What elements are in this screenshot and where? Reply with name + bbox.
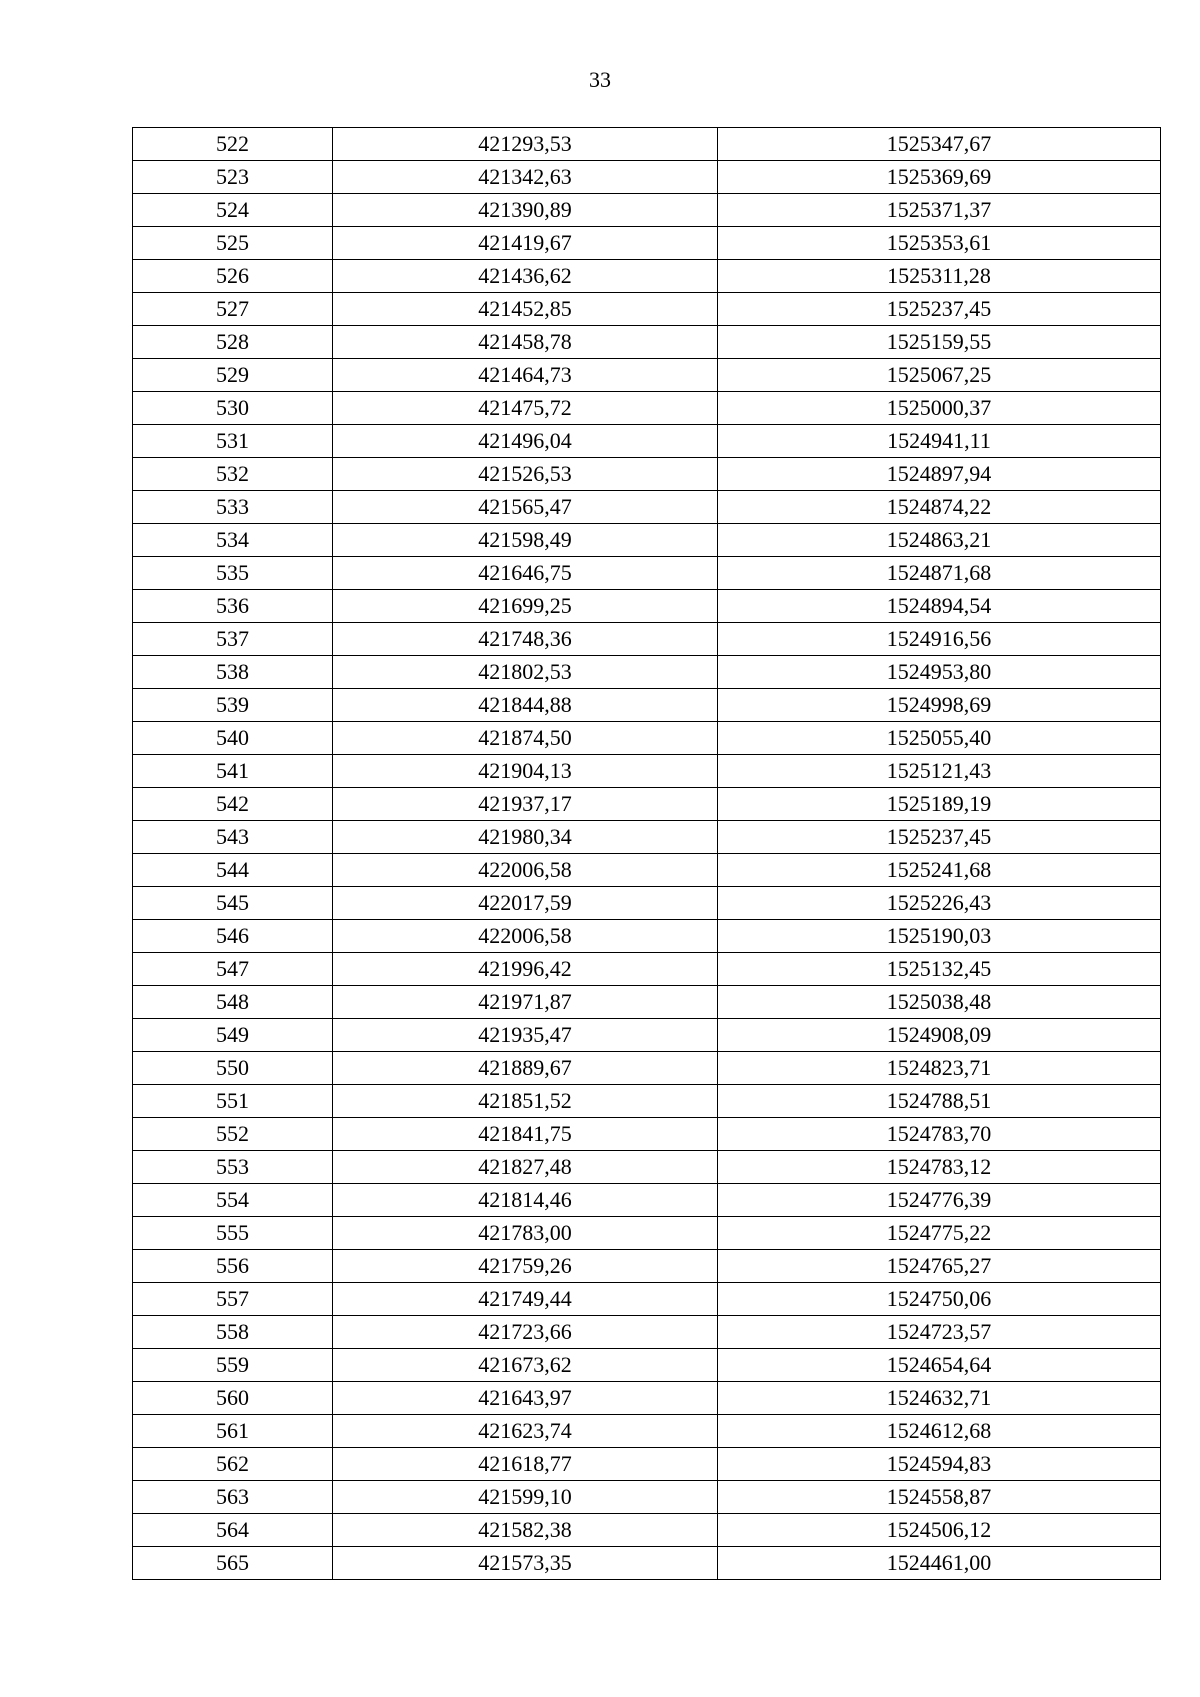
table-row (133, 1547, 1161, 1580)
y-coordinate-cell: 1524594,83 (718, 1448, 1161, 1481)
point-number-cell: 553 (133, 1151, 333, 1184)
table-row (133, 1184, 1161, 1217)
y-coordinate-cell: 1524461,00 (718, 1547, 1161, 1580)
point-number-cell: 536 (133, 590, 333, 623)
x-coordinate-cell: 421937,17 (333, 788, 718, 821)
y-coordinate-cell: 1524783,70 (718, 1118, 1161, 1151)
point-number-cell: 527 (133, 293, 333, 326)
y-coordinate-cell: 1524654,64 (718, 1349, 1161, 1382)
point-number-cell: 560 (133, 1382, 333, 1415)
table-row (133, 326, 1161, 359)
point-number-cell: 541 (133, 755, 333, 788)
table-row (133, 887, 1161, 920)
y-coordinate-cell: 1524953,80 (718, 656, 1161, 689)
y-coordinate-cell: 1525132,45 (718, 953, 1161, 986)
point-number-cell: 544 (133, 854, 333, 887)
x-coordinate-cell: 421458,78 (333, 326, 718, 359)
y-coordinate-cell: 1524874,22 (718, 491, 1161, 524)
y-coordinate-cell: 1524776,39 (718, 1184, 1161, 1217)
y-coordinate-cell: 1524894,54 (718, 590, 1161, 623)
point-number-cell: 563 (133, 1481, 333, 1514)
y-coordinate-cell: 1524750,06 (718, 1283, 1161, 1316)
y-coordinate-cell: 1524558,87 (718, 1481, 1161, 1514)
x-coordinate-cell: 421475,72 (333, 392, 718, 425)
table-row (133, 260, 1161, 293)
point-number-cell: 539 (133, 689, 333, 722)
point-number-cell: 550 (133, 1052, 333, 1085)
coordinates-table-body (133, 128, 1161, 1580)
y-coordinate-cell: 1525055,40 (718, 722, 1161, 755)
x-coordinate-cell: 421436,62 (333, 260, 718, 293)
table-row (133, 722, 1161, 755)
point-number-cell: 549 (133, 1019, 333, 1052)
point-number-cell: 526 (133, 260, 333, 293)
table-row (133, 128, 1161, 161)
point-number-cell: 562 (133, 1448, 333, 1481)
point-number-cell: 532 (133, 458, 333, 491)
x-coordinate-cell: 421526,53 (333, 458, 718, 491)
table-row (133, 1019, 1161, 1052)
y-coordinate-cell: 1524506,12 (718, 1514, 1161, 1547)
y-coordinate-cell: 1524788,51 (718, 1085, 1161, 1118)
y-coordinate-cell: 1525190,03 (718, 920, 1161, 953)
x-coordinate-cell: 421749,44 (333, 1283, 718, 1316)
table-row (133, 590, 1161, 623)
x-coordinate-cell: 421748,36 (333, 623, 718, 656)
x-coordinate-cell: 421904,13 (333, 755, 718, 788)
x-coordinate-cell: 421996,42 (333, 953, 718, 986)
point-number-cell: 559 (133, 1349, 333, 1382)
table-row (133, 293, 1161, 326)
table-row (133, 1085, 1161, 1118)
point-number-cell: 524 (133, 194, 333, 227)
page-number: 33 (589, 67, 611, 92)
point-number-cell: 531 (133, 425, 333, 458)
y-coordinate-cell: 1524632,71 (718, 1382, 1161, 1415)
point-number-cell: 535 (133, 557, 333, 590)
point-number-cell: 558 (133, 1316, 333, 1349)
table-row (133, 1514, 1161, 1547)
point-number-cell: 533 (133, 491, 333, 524)
table-row (133, 1217, 1161, 1250)
x-coordinate-cell: 421464,73 (333, 359, 718, 392)
point-number-cell: 561 (133, 1415, 333, 1448)
point-number-cell: 545 (133, 887, 333, 920)
y-coordinate-cell: 1524916,56 (718, 623, 1161, 656)
table-row (133, 788, 1161, 821)
point-number-cell: 534 (133, 524, 333, 557)
point-number-cell: 546 (133, 920, 333, 953)
table-row (133, 953, 1161, 986)
y-coordinate-cell: 1524871,68 (718, 557, 1161, 590)
point-number-cell: 552 (133, 1118, 333, 1151)
point-number-cell: 551 (133, 1085, 333, 1118)
point-number-cell: 529 (133, 359, 333, 392)
table-row (133, 425, 1161, 458)
point-number-cell: 554 (133, 1184, 333, 1217)
point-number-cell: 528 (133, 326, 333, 359)
x-coordinate-cell: 421814,46 (333, 1184, 718, 1217)
x-coordinate-cell: 421802,53 (333, 656, 718, 689)
x-coordinate-cell: 421599,10 (333, 1481, 718, 1514)
table-row (133, 1481, 1161, 1514)
table-row (133, 1415, 1161, 1448)
x-coordinate-cell: 422006,58 (333, 920, 718, 953)
point-number-cell: 522 (133, 128, 333, 161)
point-number-cell: 530 (133, 392, 333, 425)
point-number-cell: 557 (133, 1283, 333, 1316)
x-coordinate-cell: 421844,88 (333, 689, 718, 722)
x-coordinate-cell: 421496,04 (333, 425, 718, 458)
x-coordinate-cell: 421783,00 (333, 1217, 718, 1250)
table-row (133, 623, 1161, 656)
y-coordinate-cell: 1525121,43 (718, 755, 1161, 788)
table-row (133, 755, 1161, 788)
x-coordinate-cell: 421643,97 (333, 1382, 718, 1415)
point-number-cell: 564 (133, 1514, 333, 1547)
x-coordinate-cell: 421759,26 (333, 1250, 718, 1283)
x-coordinate-cell: 421874,50 (333, 722, 718, 755)
y-coordinate-cell: 1525067,25 (718, 359, 1161, 392)
x-coordinate-cell: 421582,38 (333, 1514, 718, 1547)
y-coordinate-cell: 1525189,19 (718, 788, 1161, 821)
x-coordinate-cell: 421699,25 (333, 590, 718, 623)
x-coordinate-cell: 421419,67 (333, 227, 718, 260)
y-coordinate-cell: 1524908,09 (718, 1019, 1161, 1052)
point-number-cell: 538 (133, 656, 333, 689)
y-coordinate-cell: 1524863,21 (718, 524, 1161, 557)
y-coordinate-cell: 1524823,71 (718, 1052, 1161, 1085)
x-coordinate-cell: 421565,47 (333, 491, 718, 524)
x-coordinate-cell: 421342,63 (333, 161, 718, 194)
table-row (133, 194, 1161, 227)
table-row (133, 359, 1161, 392)
y-coordinate-cell: 1525369,69 (718, 161, 1161, 194)
x-coordinate-cell: 421723,66 (333, 1316, 718, 1349)
x-coordinate-cell: 421980,34 (333, 821, 718, 854)
table-row (133, 1283, 1161, 1316)
table-row (133, 227, 1161, 260)
table-row (133, 161, 1161, 194)
y-coordinate-cell: 1525311,28 (718, 260, 1161, 293)
x-coordinate-cell: 421452,85 (333, 293, 718, 326)
y-coordinate-cell: 1525038,48 (718, 986, 1161, 1019)
x-coordinate-cell: 421623,74 (333, 1415, 718, 1448)
point-number-cell: 556 (133, 1250, 333, 1283)
point-number-cell: 543 (133, 821, 333, 854)
y-coordinate-cell: 1524941,11 (718, 425, 1161, 458)
table-row (133, 854, 1161, 887)
y-coordinate-cell: 1525353,61 (718, 227, 1161, 260)
point-number-cell: 537 (133, 623, 333, 656)
x-coordinate-cell: 421646,75 (333, 557, 718, 590)
x-coordinate-cell: 421935,47 (333, 1019, 718, 1052)
point-number-cell: 565 (133, 1547, 333, 1580)
point-number-cell: 540 (133, 722, 333, 755)
y-coordinate-cell: 1524765,27 (718, 1250, 1161, 1283)
table-row (133, 920, 1161, 953)
y-coordinate-cell: 1524775,22 (718, 1217, 1161, 1250)
x-coordinate-cell: 422006,58 (333, 854, 718, 887)
x-coordinate-cell: 421390,89 (333, 194, 718, 227)
table-row (133, 1118, 1161, 1151)
table-row (133, 1448, 1161, 1481)
table-row (133, 524, 1161, 557)
y-coordinate-cell: 1524723,57 (718, 1316, 1161, 1349)
x-coordinate-cell: 421618,77 (333, 1448, 718, 1481)
y-coordinate-cell: 1525226,43 (718, 887, 1161, 920)
table-row (133, 986, 1161, 1019)
table-row (133, 1151, 1161, 1184)
table-row (133, 1349, 1161, 1382)
coordinates-table (132, 127, 1161, 1580)
table-row (133, 821, 1161, 854)
x-coordinate-cell: 421673,62 (333, 1349, 718, 1382)
table-row (133, 1316, 1161, 1349)
y-coordinate-cell: 1525159,55 (718, 326, 1161, 359)
x-coordinate-cell: 421889,67 (333, 1052, 718, 1085)
y-coordinate-cell: 1525237,45 (718, 821, 1161, 854)
point-number-cell: 555 (133, 1217, 333, 1250)
table-row (133, 656, 1161, 689)
y-coordinate-cell: 1525347,67 (718, 128, 1161, 161)
x-coordinate-cell: 421293,53 (333, 128, 718, 161)
table-row (133, 1250, 1161, 1283)
table-row (133, 557, 1161, 590)
y-coordinate-cell: 1525000,37 (718, 392, 1161, 425)
table-row (133, 689, 1161, 722)
x-coordinate-cell: 421971,87 (333, 986, 718, 1019)
y-coordinate-cell: 1524783,12 (718, 1151, 1161, 1184)
y-coordinate-cell: 1524612,68 (718, 1415, 1161, 1448)
y-coordinate-cell: 1525237,45 (718, 293, 1161, 326)
point-number-cell: 523 (133, 161, 333, 194)
x-coordinate-cell: 421827,48 (333, 1151, 718, 1184)
point-number-cell: 548 (133, 986, 333, 1019)
y-coordinate-cell: 1524897,94 (718, 458, 1161, 491)
x-coordinate-cell: 421851,52 (333, 1085, 718, 1118)
y-coordinate-cell: 1524998,69 (718, 689, 1161, 722)
y-coordinate-cell: 1525371,37 (718, 194, 1161, 227)
table-row (133, 458, 1161, 491)
y-coordinate-cell: 1525241,68 (718, 854, 1161, 887)
point-number-cell: 542 (133, 788, 333, 821)
table-row (133, 1382, 1161, 1415)
x-coordinate-cell: 422017,59 (333, 887, 718, 920)
table-row (133, 491, 1161, 524)
table-row (133, 392, 1161, 425)
point-number-cell: 525 (133, 227, 333, 260)
point-number-cell: 547 (133, 953, 333, 986)
x-coordinate-cell: 421841,75 (333, 1118, 718, 1151)
x-coordinate-cell: 421598,49 (333, 524, 718, 557)
x-coordinate-cell: 421573,35 (333, 1547, 718, 1580)
table-row (133, 1052, 1161, 1085)
